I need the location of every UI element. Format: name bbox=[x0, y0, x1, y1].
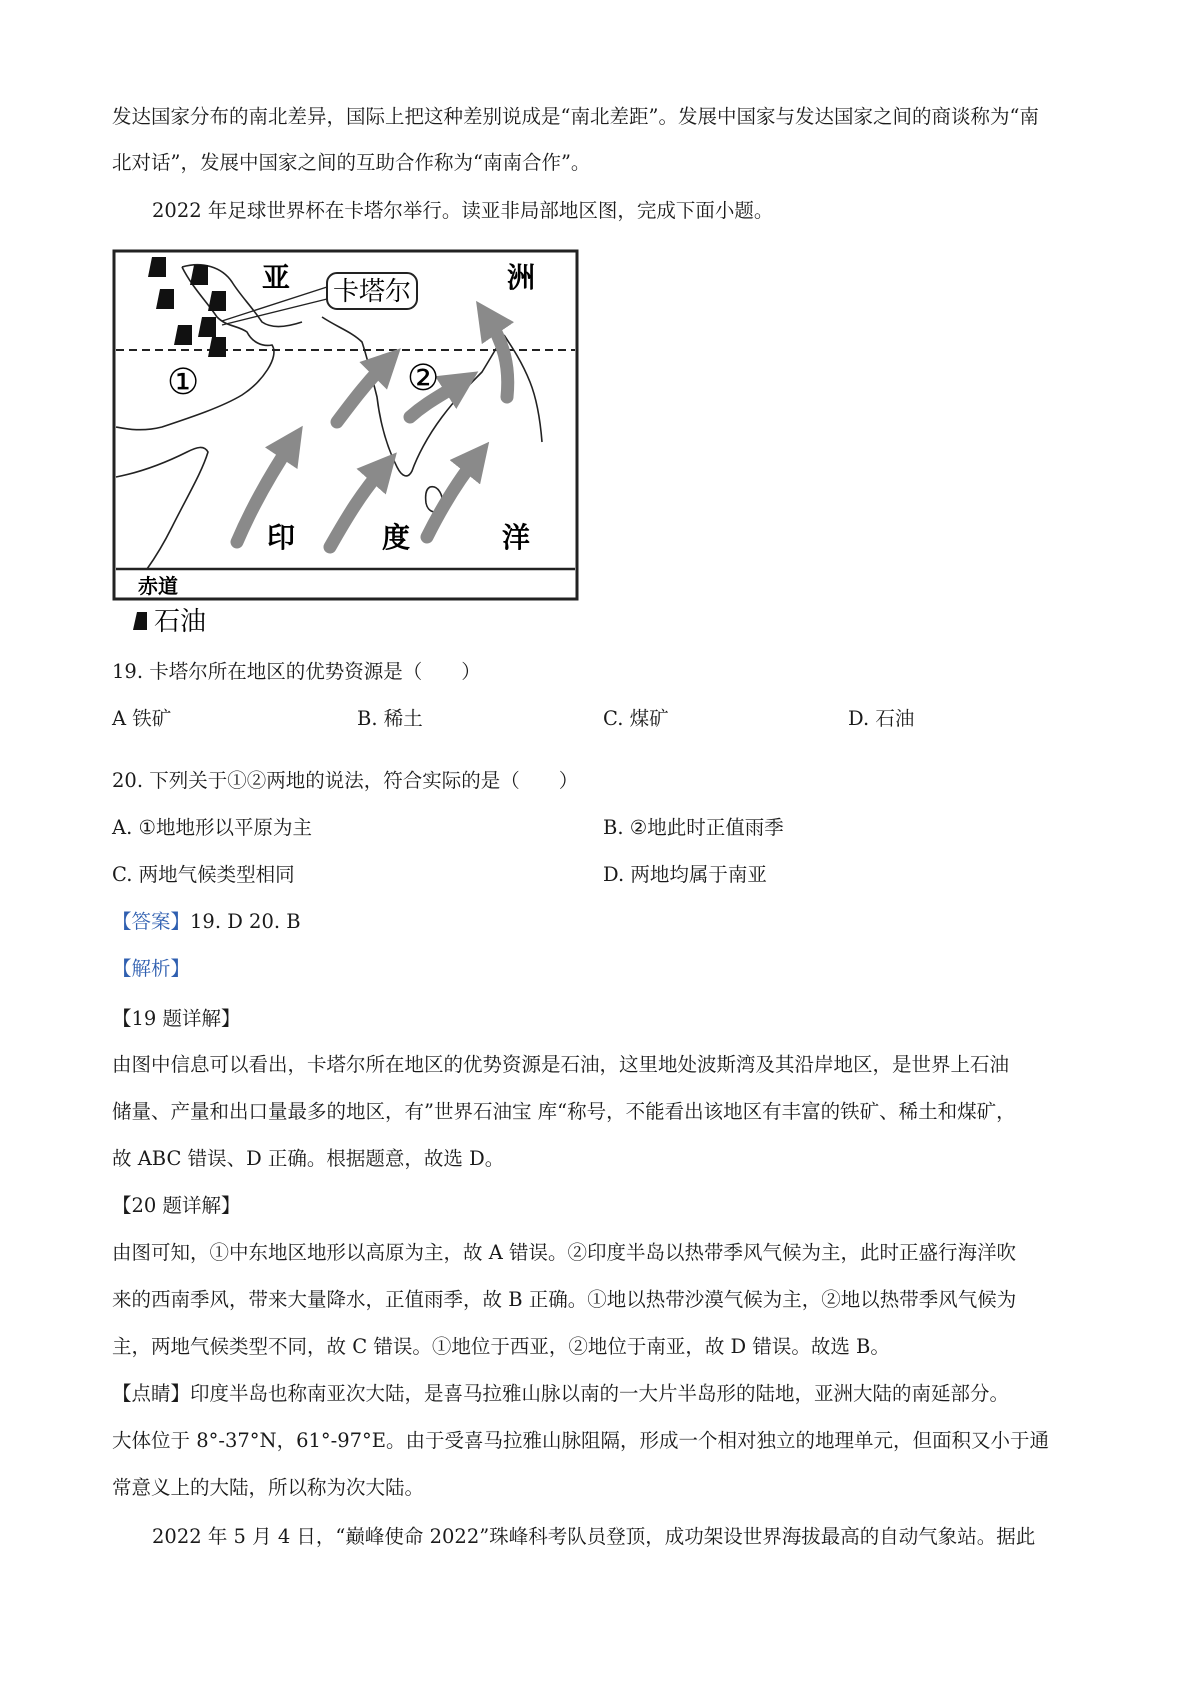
intro-line-1: 发达国家分布的南北差异，国际上把这种差别说成是“南北差距”。发展中国家与发达国家之间的商谈称为“南 bbox=[112, 105, 1039, 128]
q20-option-d: D. 两地均属于南亚 bbox=[603, 863, 767, 886]
tip-line-1 bbox=[112, 1381, 1009, 1407]
answer-tag: 【答案】 bbox=[112, 910, 191, 933]
detail-20-line-3: 主，两地气候类型不同，故 C 错误。①地位于西亚，②地位于南亚，故 D 错误。故选 B。 bbox=[112, 1335, 890, 1358]
region-1-label: ① bbox=[167, 362, 200, 403]
asia-label-2: 洲 bbox=[507, 261, 536, 294]
q19-stem: 19. 卡塔尔所在地区的优势资源是（ ） bbox=[112, 660, 481, 683]
ocean-label-1: 印 bbox=[267, 521, 296, 554]
region-2-label: ② bbox=[407, 358, 440, 399]
detail-20-tag: 【20 题详解】 bbox=[112, 1194, 241, 1217]
detail-19-line-2: 储量、产量和出口量最多的地区，有”世界石油宝 库“称号，不能看出该地区有丰富的铁矿、稀土和煤矿， bbox=[112, 1100, 1016, 1123]
analysis-tag: 【解析】 bbox=[112, 957, 191, 980]
qatar-label: 卡塔尔 bbox=[332, 277, 412, 307]
q20-option-c: C. 两地气候类型相同 bbox=[112, 863, 295, 886]
equator-label: 赤道 bbox=[138, 574, 178, 598]
ocean-label-3: 洋 bbox=[502, 521, 531, 554]
tip-text-1: 印度半岛也称南亚次大陆，是喜马拉雅山脉以南的一大片半岛形的陆地，亚洲大陆的南延部分。 bbox=[190, 1382, 1010, 1405]
q20-stem: 20. 下列关于①②两地的说法，符合实际的是（ ） bbox=[112, 769, 579, 792]
legend-oil-label: 石油 bbox=[154, 607, 207, 637]
asia-label-1: 亚 bbox=[262, 261, 291, 294]
detail-20-line-2: 来的西南季风，带来大量降水，正值雨季，故 B 正确。①地以热带沙漠气候为主，②地以热带季风气候为 bbox=[112, 1288, 1017, 1311]
q19-option-d: D. 石油 bbox=[848, 707, 915, 730]
q19-option-a: A 铁矿 bbox=[112, 707, 172, 730]
q19-option-b: B. 稀土 bbox=[357, 707, 423, 730]
question-stem: 2022 年足球世界杯在卡塔尔举行。读亚非局部地区图，完成下面小题。 bbox=[152, 199, 774, 222]
q20-option-b: B. ②地此时正值雨季 bbox=[603, 816, 784, 839]
detail-20-line-1: 由图可知，①中东地区地形以高原为主，故 A 错误。②印度半岛以热带季风气候为主，此时正盛行海洋吹 bbox=[112, 1241, 1016, 1264]
next-stem: 2022 年 5 月 4 日，“巅峰使命 2022”珠峰科考队员登顶，成功架设世界海拔最高的自动气象站。据此 bbox=[152, 1525, 1036, 1548]
detail-19-line-3: 故 ABC 错误、D 正确。根据题意，故选 D。 bbox=[112, 1147, 505, 1170]
asia-africa-map bbox=[112, 247, 582, 637]
q20-option-a: A. ①地地形以平原为主 bbox=[112, 816, 312, 839]
tip-line-2: 大体位于 8°-37°N，61°-97°E。由于受喜马拉雅山脉阻隔，形成一个相对独立的地理单元，但面积又小于通 bbox=[112, 1429, 1050, 1452]
tip-line-3: 常意义上的大陆，所以称为次大陆。 bbox=[112, 1476, 425, 1499]
answer-text: 19. D 20. B bbox=[190, 910, 301, 933]
q19-option-c: C. 煤矿 bbox=[603, 707, 669, 730]
tip-tag: 【点睛】 bbox=[112, 1382, 191, 1405]
detail-19-line-1: 由图中信息可以看出，卡塔尔所在地区的优势资源是石油，这里地处波斯湾及其沿岸地区，是世界上石油 bbox=[112, 1053, 1010, 1076]
legend-oil-icon bbox=[133, 612, 147, 630]
ocean-label-2: 度 bbox=[382, 521, 411, 554]
answer-line bbox=[112, 909, 301, 935]
intro-line-2: 北对话”，发展中国家之间的互助合作称为“南南合作”。 bbox=[112, 151, 591, 174]
detail-19-tag: 【19 题详解】 bbox=[112, 1007, 241, 1030]
